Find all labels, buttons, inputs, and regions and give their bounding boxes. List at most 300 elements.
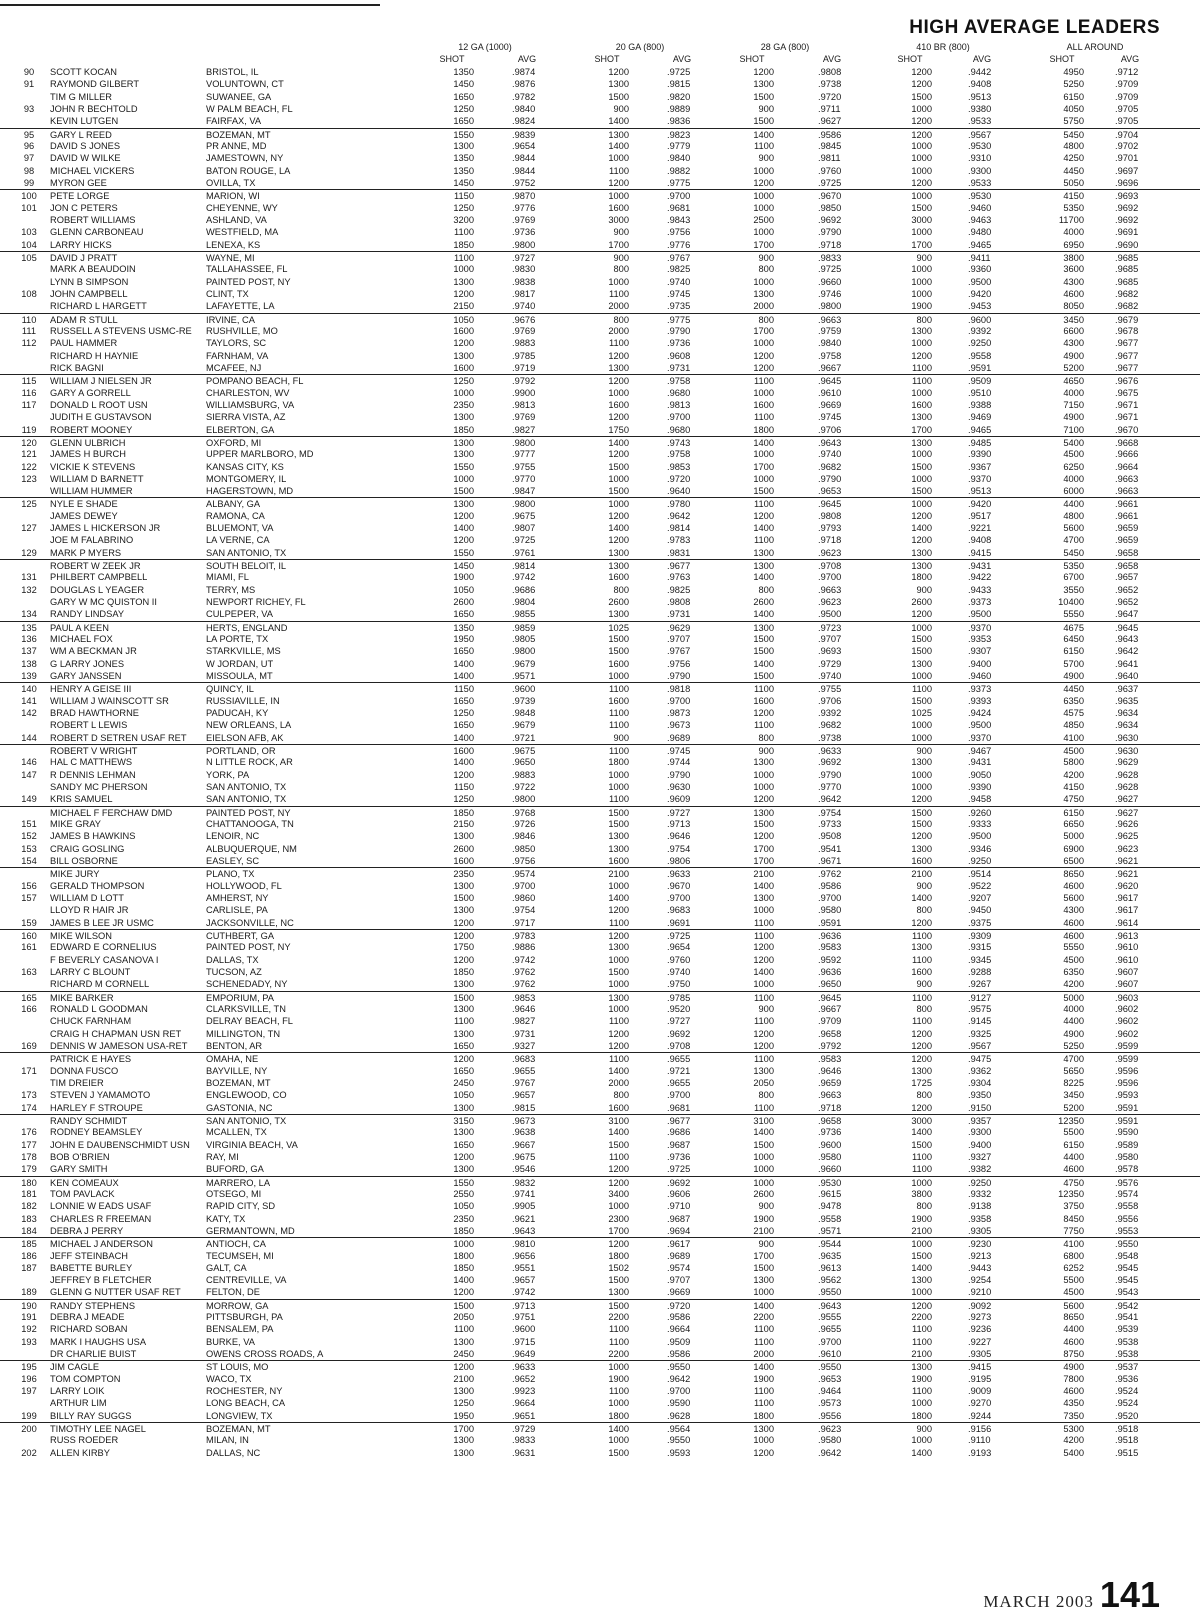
table-row	[0, 621, 1200, 633]
shot-all-around: 5800	[1063, 757, 1084, 768]
shot-28ga: 900	[758, 1201, 774, 1212]
avg-12ga: .9783	[512, 930, 536, 941]
shot-410br: 1100	[912, 930, 932, 941]
shooter-name: JIM CAGLE	[50, 1362, 100, 1373]
hometown: RAPID CITY, SD	[206, 1201, 276, 1212]
shooter-name: JUDITH E GUSTAVSON	[50, 412, 152, 423]
shot-12ga: 1450	[453, 79, 474, 90]
table-row	[0, 966, 1200, 978]
table-row	[0, 337, 1200, 349]
shot-20ga: 1200	[608, 510, 629, 521]
shot-20ga: 1300	[608, 843, 629, 854]
shot-20ga: 1000	[608, 769, 629, 780]
shot-12ga: 1850	[453, 1225, 474, 1236]
shot-28ga: 1100	[754, 917, 774, 928]
shot-12ga: 1650	[453, 1065, 474, 1076]
shot-12ga: 1250	[453, 708, 474, 719]
hometown: TECUMSEH, MI	[206, 1250, 274, 1261]
table-row	[0, 374, 1200, 386]
hometown: LA VERNE, CA	[206, 535, 270, 546]
table-row	[0, 497, 1200, 509]
hometown: LENEXA, KS	[206, 239, 261, 250]
avg-20ga: .9815	[667, 79, 691, 90]
shot-410br: 1000	[911, 338, 932, 349]
avg-28ga: .9636	[818, 930, 842, 941]
avg-410br: .9469	[968, 412, 992, 423]
shooter-name: JOE M FALABRINO	[50, 535, 134, 546]
avg-20ga: .9760	[667, 954, 691, 965]
col-avg-28: AVG	[822, 54, 842, 64]
shooter-name: DEBRA J MEADE	[50, 1312, 125, 1323]
avg-20ga: .9735	[667, 301, 691, 312]
avg-28ga: .9740	[818, 449, 842, 460]
shot-410br: 1500	[911, 1250, 932, 1261]
shot-28ga: 1700	[753, 325, 774, 336]
shot-20ga: 1100	[609, 1336, 629, 1347]
avg-410br: .9213	[968, 1250, 992, 1261]
shooter-name: DONNA FUSCO	[50, 1065, 119, 1076]
avg-all-around: .9693	[1115, 191, 1139, 202]
shot-410br: 1200	[911, 79, 932, 90]
rank: 177	[21, 1139, 37, 1150]
shot-28ga: 1100	[754, 376, 774, 387]
avg-20ga: .9790	[667, 325, 691, 336]
shot-410br: 1100	[912, 992, 932, 1003]
table-row	[0, 547, 1200, 559]
rank: 189	[21, 1287, 37, 1298]
shot-12ga: 1200	[453, 510, 474, 521]
avg-20ga: .9608	[667, 350, 691, 361]
hometown: KANSAS CITY, KS	[206, 461, 284, 472]
avg-12ga: .9717	[512, 917, 536, 928]
rank: 196	[21, 1373, 37, 1384]
avg-12ga: .9719	[512, 362, 536, 373]
table-row	[0, 436, 1200, 448]
shot-all-around: 7150	[1063, 399, 1084, 410]
shot-20ga: 1300	[608, 942, 629, 953]
avg-410br: .9500	[968, 609, 992, 620]
rank: 195	[21, 1362, 37, 1373]
shot-all-around: 4575	[1063, 708, 1084, 719]
table-row	[0, 128, 1200, 140]
shot-all-around: 4600	[1063, 917, 1084, 928]
avg-all-around: .9643	[1115, 634, 1139, 645]
table-row	[0, 214, 1200, 226]
shot-410br: 1200	[911, 129, 932, 140]
avg-20ga: .9609	[667, 794, 691, 805]
shot-20ga: 1500	[608, 461, 629, 472]
shot-12ga: 1300	[453, 1003, 474, 1014]
shot-20ga: 2000	[608, 1077, 629, 1088]
rank: 98	[23, 165, 35, 176]
table-row	[0, 991, 1200, 1003]
hometown: SAN ANTONIO, TX	[206, 794, 287, 805]
shot-28ga: 1200	[753, 794, 774, 805]
avg-20ga: .9758	[667, 449, 691, 460]
table-row	[0, 411, 1200, 423]
avg-410br: .9514	[968, 869, 992, 880]
shot-410br: 800	[916, 1003, 932, 1014]
shot-12ga: 1200	[453, 535, 474, 546]
hometown: POMPANO BEACH, FL	[206, 376, 304, 387]
avg-20ga: .9721	[667, 1065, 691, 1076]
avg-12ga: .9675	[512, 746, 536, 757]
shooter-name: RAYMOND GILBERT	[50, 79, 140, 90]
avg-20ga: .9882	[667, 165, 691, 176]
avg-all-around: .9537	[1115, 1362, 1139, 1373]
table-row	[0, 1126, 1200, 1138]
avg-410br: .9453	[968, 301, 992, 312]
shot-28ga: 1400	[753, 1362, 774, 1373]
shot-410br: 1000	[911, 165, 932, 176]
rank: 142	[21, 708, 37, 719]
table-row	[0, 448, 1200, 460]
shot-all-around: 11700	[1058, 214, 1084, 225]
shot-28ga: 1200	[753, 177, 774, 188]
avg-all-around: .9538	[1115, 1336, 1139, 1347]
avg-28ga: .9811	[818, 153, 841, 164]
shooter-name: LARRY HICKS	[50, 239, 112, 250]
table-row	[0, 1065, 1200, 1077]
shooter-name: MYRON GEE	[50, 177, 107, 188]
avg-28ga: .9583	[818, 1054, 842, 1065]
hometown: CULPEPER, VA	[206, 609, 273, 620]
avg-12ga: .9859	[512, 622, 536, 633]
shot-all-around: 3550	[1063, 584, 1084, 595]
shot-12ga: 1850	[453, 807, 474, 818]
table-row	[0, 534, 1200, 546]
avg-12ga: .9815	[512, 1102, 536, 1113]
rank: 190	[21, 1300, 37, 1311]
avg-all-around: .9682	[1115, 301, 1139, 312]
shooter-name: STEVEN J YAMAMOTO	[50, 1090, 151, 1101]
shooter-name: JON C PETERS	[50, 202, 118, 213]
table-row	[0, 177, 1200, 189]
hometown: PORTLAND, OR	[206, 746, 276, 757]
table-row	[0, 1348, 1200, 1360]
avg-28ga: .9635	[818, 1250, 842, 1261]
avg-all-around: .9659	[1115, 535, 1139, 546]
shot-20ga: 800	[613, 584, 629, 595]
shot-410br: 1100	[912, 1386, 932, 1397]
avg-410br: .9210	[968, 1287, 992, 1298]
avg-28ga: .9845	[818, 140, 842, 151]
shooter-name: MICHAEL VICKERS	[50, 165, 135, 176]
avg-20ga: .9692	[667, 1028, 691, 1039]
avg-20ga: .9593	[667, 1447, 691, 1458]
shot-28ga: 1000	[753, 1164, 774, 1175]
avg-20ga: .9790	[667, 769, 691, 780]
avg-all-around: .9550	[1115, 1239, 1139, 1250]
avg-all-around: .9599	[1115, 1054, 1139, 1065]
table-row	[0, 1028, 1200, 1040]
shooter-name: GLENN ULBRICH	[50, 437, 126, 448]
avg-12ga: .9551	[512, 1262, 536, 1273]
shot-28ga: 900	[758, 103, 774, 114]
table-row	[0, 313, 1200, 325]
shot-20ga: 1100	[609, 1151, 629, 1162]
table-row	[0, 1052, 1200, 1064]
shot-12ga: 1300	[453, 1028, 474, 1039]
shot-20ga: 1700	[608, 239, 629, 250]
avg-12ga: .9655	[512, 1065, 536, 1076]
table-row	[0, 584, 1200, 596]
shot-12ga: 1250	[453, 103, 474, 114]
shooter-name: DAVID S JONES	[50, 140, 121, 151]
table-row	[0, 103, 1200, 115]
avg-12ga: .9727	[512, 252, 536, 263]
shot-all-around: 6000	[1063, 486, 1084, 497]
avg-28ga: .9580	[818, 1151, 842, 1162]
header-12ga: 12 GA (1000)	[458, 42, 512, 52]
shot-all-around: 4000	[1063, 1003, 1084, 1014]
shooter-name: MARK A BEAUDOIN	[50, 264, 136, 275]
avg-410br: .9392	[968, 325, 992, 336]
shot-410br: 1500	[911, 486, 932, 497]
shooter-name: PATRICK E HAYES	[50, 1054, 132, 1065]
avg-12ga: .9785	[512, 350, 536, 361]
shooter-name: JAMES H BURCH	[50, 449, 126, 460]
avg-410br: .9309	[968, 930, 992, 941]
avg-410br: .9350	[968, 1090, 992, 1101]
shot-410br: 1500	[911, 202, 932, 213]
avg-all-around: .9682	[1115, 288, 1139, 299]
shot-28ga: 1700	[753, 856, 774, 866]
avg-410br: .9450	[968, 905, 992, 916]
hometown: JAMESTOWN, NY	[206, 153, 284, 164]
shot-410br: 1000	[911, 153, 932, 164]
hometown: WAYNE, MI	[206, 252, 255, 263]
shot-20ga: 1100	[609, 288, 629, 299]
avg-20ga: .9629	[667, 622, 691, 633]
avg-410br: .9513	[968, 486, 992, 497]
hometown: MIAMI, FL	[206, 572, 249, 583]
avg-all-around: .9589	[1115, 1139, 1139, 1150]
avg-12ga: .9739	[512, 695, 536, 706]
hometown: EIELSON AFB, AK	[206, 732, 284, 743]
avg-all-around: .9701	[1115, 153, 1139, 164]
avg-20ga: .9700	[667, 412, 691, 423]
shot-20ga: 1750	[608, 424, 629, 435]
avg-28ga: .9655	[818, 1324, 842, 1335]
avg-410br: .9500	[968, 276, 992, 287]
shot-all-around: 4150	[1063, 782, 1084, 793]
shot-all-around: 4300	[1063, 276, 1084, 287]
table-row	[0, 658, 1200, 670]
avg-28ga: .9709	[818, 1016, 842, 1027]
shot-20ga: 1400	[608, 437, 629, 448]
shot-12ga: 1200	[453, 1054, 474, 1065]
avg-410br: .9307	[968, 646, 992, 657]
avg-20ga: .9700	[667, 695, 691, 706]
shot-20ga: 1500	[608, 634, 629, 645]
rank: 131	[21, 572, 37, 583]
avg-12ga: .9731	[512, 1028, 536, 1039]
hometown: CHARLESTON, WV	[206, 387, 290, 398]
avg-28ga: .9667	[818, 1003, 842, 1014]
avg-410br: .9304	[968, 1077, 992, 1088]
shot-all-around: 5600	[1063, 523, 1084, 534]
shot-20ga: 1600	[608, 695, 629, 706]
hometown: BAYVILLE, NY	[206, 1065, 268, 1076]
avg-28ga: .9558	[818, 1213, 842, 1224]
hometown: DALLAS, TX	[206, 954, 259, 965]
shot-all-around: 3600	[1063, 264, 1084, 275]
shooter-name: CHARLES R FREEMAN	[50, 1213, 152, 1224]
shot-20ga: 1200	[608, 350, 629, 361]
shot-20ga: 1000	[608, 782, 629, 793]
shot-28ga: 1100	[754, 1336, 774, 1347]
hometown: W PALM BEACH, FL	[206, 103, 293, 114]
avg-28ga: .9643	[818, 437, 842, 448]
shot-410br: 800	[916, 1201, 932, 1212]
shot-20ga: 1000	[608, 1362, 629, 1373]
avg-410br: .9575	[968, 1003, 992, 1014]
avg-all-around: .9696	[1115, 177, 1139, 188]
avg-all-around: .9678	[1115, 325, 1139, 336]
hometown: ROCHESTER, NY	[206, 1386, 283, 1397]
shot-all-around: 7350	[1063, 1410, 1084, 1421]
avg-410br: .9500	[968, 720, 992, 731]
avg-410br: .9370	[968, 732, 992, 743]
avg-410br: .9420	[968, 288, 992, 299]
shot-all-around: 4750	[1063, 1177, 1084, 1188]
avg-20ga: .9767	[667, 646, 691, 657]
shot-all-around: 4750	[1063, 794, 1084, 805]
table-row	[0, 855, 1200, 867]
shot-20ga: 900	[613, 252, 629, 263]
leaders-table	[0, 66, 1200, 1459]
avg-12ga: .9850	[512, 843, 536, 854]
shot-28ga: 1000	[753, 769, 774, 780]
table-row	[0, 1410, 1200, 1422]
shot-all-around: 4400	[1063, 1016, 1084, 1027]
shot-410br: 1100	[912, 1151, 932, 1162]
shot-20ga: 1400	[608, 1424, 629, 1435]
avg-all-around: .9685	[1115, 264, 1139, 275]
avg-410br: .9150	[968, 1102, 992, 1113]
avg-all-around: .9642	[1115, 646, 1139, 657]
avg-20ga: .9776	[667, 239, 691, 250]
rank: 187	[21, 1262, 37, 1273]
hometown: CUTHBERT, GA	[206, 930, 275, 941]
avg-28ga: .9530	[818, 1177, 842, 1188]
shot-12ga: 1300	[453, 1435, 474, 1446]
shot-all-around: 4700	[1063, 1054, 1084, 1065]
hometown: OMAHA, NE	[206, 1054, 259, 1065]
avg-all-around: .9712	[1115, 67, 1139, 77]
shot-all-around: 4400	[1063, 499, 1084, 510]
shot-12ga: 2550	[453, 1188, 474, 1199]
avg-all-around: .9520	[1115, 1410, 1139, 1421]
table-row	[0, 917, 1200, 929]
shot-410br: 1300	[911, 547, 932, 558]
shooter-name: JAMES B LEE JR USMC	[50, 917, 154, 928]
shot-12ga: 3200	[453, 214, 474, 225]
hometown: JACKSONVILLE, NC	[206, 917, 294, 928]
shooter-name: JEFFREY B FLETCHER	[50, 1275, 152, 1286]
shot-all-around: 4800	[1063, 510, 1084, 521]
avg-20ga: .9779	[667, 140, 691, 151]
shot-28ga: 1000	[753, 165, 774, 176]
shot-20ga: 1100	[609, 1016, 629, 1027]
shot-28ga: 1400	[753, 523, 774, 534]
table-row	[0, 1373, 1200, 1385]
table-row	[0, 645, 1200, 657]
rank: 100	[21, 191, 37, 202]
avg-20ga: .9646	[667, 831, 691, 842]
shot-20ga: 1400	[608, 892, 629, 903]
rank: 138	[21, 658, 37, 669]
shot-28ga: 1100	[754, 992, 774, 1003]
avg-20ga: .9820	[667, 91, 691, 102]
rank: 105	[21, 252, 37, 263]
shot-28ga: 1400	[753, 609, 774, 620]
avg-12ga: .9844	[512, 165, 536, 176]
avg-12ga: .9876	[512, 79, 536, 90]
hometown: RUSHVILLE, MO	[206, 325, 278, 336]
shot-410br: 1300	[911, 757, 932, 768]
shot-28ga: 1700	[753, 843, 774, 854]
table-row	[0, 608, 1200, 620]
avg-12ga: .9813	[512, 399, 536, 410]
hometown: OVILLA, TX	[206, 177, 256, 188]
shot-20ga: 1500	[608, 646, 629, 657]
shooter-name: JAMES DEWEY	[50, 510, 118, 521]
table-row	[0, 1114, 1200, 1126]
avg-20ga: .9736	[667, 338, 691, 349]
avg-12ga: .9844	[512, 153, 536, 164]
avg-12ga: .9754	[512, 905, 536, 916]
shot-20ga: 1000	[608, 499, 629, 510]
shot-12ga: 1200	[453, 769, 474, 780]
shot-410br: 1600	[911, 399, 932, 410]
shot-28ga: 1400	[753, 572, 774, 583]
avg-410br: .9250	[968, 1177, 992, 1188]
shot-12ga: 1300	[453, 499, 474, 510]
shot-20ga: 2000	[608, 325, 629, 336]
shot-all-around: 4100	[1063, 1239, 1084, 1250]
avg-12ga: .9839	[512, 129, 536, 140]
avg-20ga: .9654	[667, 942, 691, 953]
shot-all-around: 6150	[1063, 807, 1084, 818]
avg-12ga: .9762	[512, 966, 536, 977]
avg-20ga: .9687	[667, 1139, 691, 1150]
avg-12ga: .9770	[512, 473, 536, 484]
avg-28ga: .9562	[818, 1275, 842, 1286]
shot-12ga: 1350	[453, 67, 474, 77]
avg-20ga: .9727	[667, 1016, 691, 1027]
avg-410br: .9433	[968, 584, 992, 595]
shot-all-around: 4250	[1063, 153, 1084, 164]
avg-28ga: .9653	[818, 486, 842, 497]
shot-410br: 1100	[912, 954, 932, 965]
shot-28ga: 1200	[753, 708, 774, 719]
shot-410br: 1500	[911, 819, 932, 830]
avg-28ga: .9700	[818, 892, 842, 903]
hometown: MONTGOMERY, IL	[206, 473, 287, 484]
shot-28ga: 2200	[753, 1312, 774, 1323]
shot-all-around: 7800	[1063, 1373, 1084, 1384]
shot-410br: 1000	[911, 449, 932, 460]
avg-12ga: .9740	[512, 301, 536, 312]
shooter-name: TIMOTHY LEE NAGEL	[50, 1424, 146, 1435]
table-row	[0, 1299, 1200, 1311]
hometown: EASLEY, SC	[206, 856, 260, 866]
avg-28ga: .9700	[818, 572, 842, 583]
shot-all-around: 4900	[1063, 1362, 1084, 1373]
avg-20ga: .9700	[667, 892, 691, 903]
